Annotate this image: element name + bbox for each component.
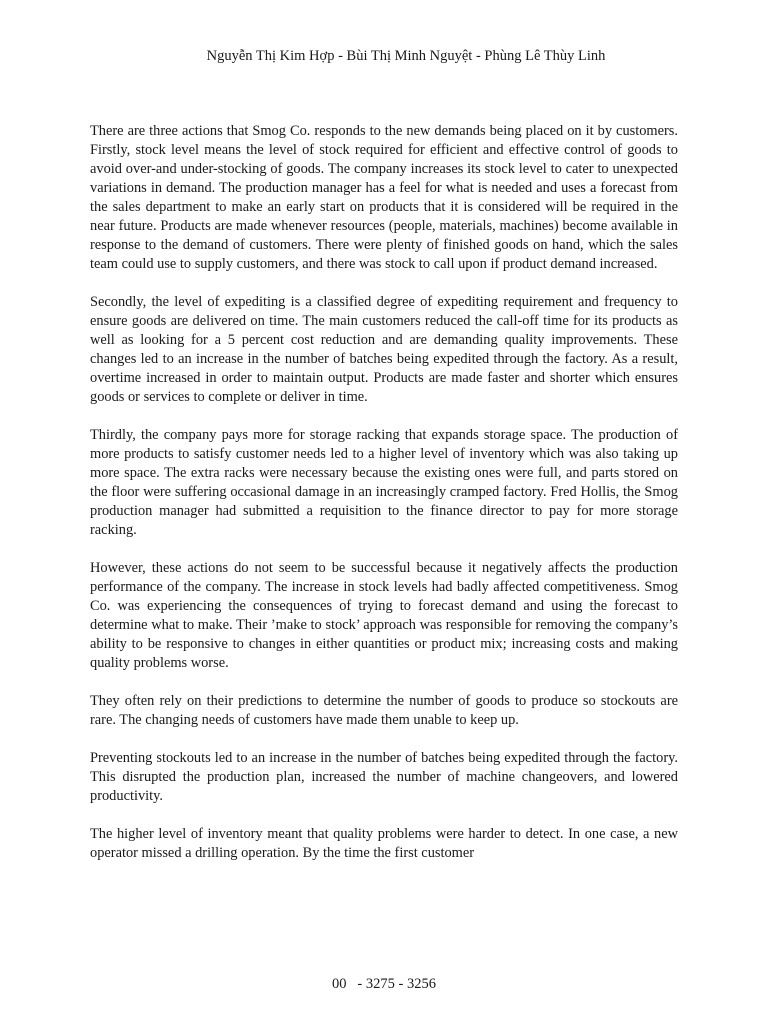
page-header-authors: Nguyễn Thị Kim Hợp - Bùi Thị Minh Nguyệt - Phùng Lê Thùy Linh bbox=[206, 48, 606, 64]
paragraph: There are three actions that Smog Co. responds to the new demands being placed on it by customers. Firstly, stock level means the level of stock required for efficient and effective control of goods to avoid over-and under-stocking of goods. The company increases its stock level to cater to unexpected variations in demand. The production manager has a feel for what is needed and uses a forecast from the sales department to make an early start on products that it is considered will be required in the near future. Products are made whenever resources (people, materials, machines) become available in response to the demand of customers. There were plenty of finished goods on hand, which the sales team could use to supply customers, and there was stock to call upon if product demand increased. bbox=[90, 123, 678, 272]
paragraph: They often rely on their predictions to determine the number of goods to produce so stockouts are rare. The changing needs of customers have made them unable to keep up. bbox=[90, 693, 678, 728]
page-footer-number: 00 - 3275 - 3256 bbox=[332, 976, 436, 992]
paragraph: Preventing stockouts led to an increase in the number of batches being expedited through the factory. This disrupted the production plan, increased the number of machine changeovers, and lowered productivity. bbox=[90, 750, 678, 804]
body-text bbox=[90, 122, 678, 882]
paragraph: Thirdly, the company pays more for storage racking that expands storage space. The production of more products to satisfy customer needs led to a higher level of inventory which was also taking up more space. The extra racks were necessary because the existing ones were full, and parts stored on the floor were suffering occasional damage in an increasingly cramped factory. Fred Hollis, the Smog production manager had submitted a requisition to the finance director to pay for more storage racking. bbox=[90, 427, 678, 538]
paragraph: However, these actions do not seem to be successful because it negatively affects the production performance of the company. The increase in stock levels had badly affected competitiveness. Smog Co. was experiencing the consequences of trying to forecast demand and using the forecast to determine what to make. Their ’make to stock’ approach was responsible for removing the company’s ability to be responsive to changes in either quantities or product mix; increasing costs and making quality problems worse. bbox=[90, 560, 678, 671]
paragraph: The higher level of inventory meant that quality problems were harder to detect. In one case, a new operator missed a drilling operation. By the time the first customer bbox=[90, 826, 678, 861]
paragraph: Secondly, the level of expediting is a classified degree of expediting requirement and frequency to ensure goods are delivered on time. The main customers reduced the call-off time for its products as well as looking for a 5 percent cost reduction and are demanding quality improvements. These changes led to an increase in the number of batches being expedited through the factory. As a result, overtime increased in order to maintain output. Products are made faster and shorter which ensures goods or services to complete or deliver in time. bbox=[90, 294, 678, 405]
